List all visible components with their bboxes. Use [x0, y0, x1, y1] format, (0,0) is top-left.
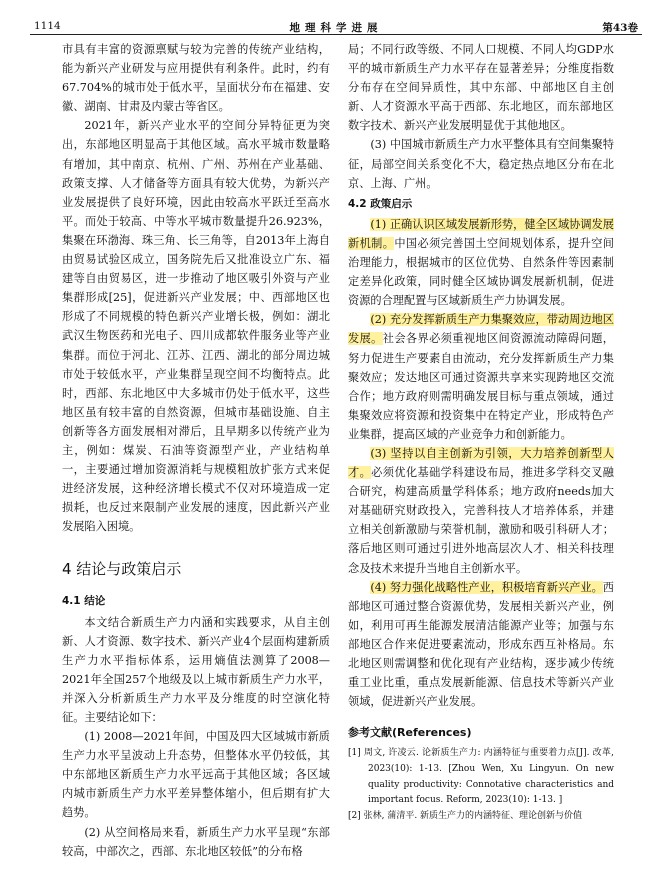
paragraph-text: 西部地区可通过整合资源优势，发展相关新兴产业，例如，利用可再生能源发展清洁能源产业等；加强与东部地区合作来促进要素流动，形成东西互补格局。东北地区则需调整和优化现有产业结构，逐步减少传统重工业比重，重点发展新能源、信息技术等新兴产业领域，促进新兴产业发展。: [348, 580, 614, 709]
section-title: 4 结论与政策启示: [62, 560, 182, 579]
policy-paragraph: [348, 578, 614, 712]
policy-paragraph: [348, 310, 614, 444]
references-title: 参考文献(References): [348, 726, 472, 740]
paragraph: (3) 中国城市新质生产力水平整体具有空间集聚特征，局部空间关系变化不大，稳定热点地区分布在北京、上海、广州。: [348, 138, 614, 190]
paragraph-text: 社会各界必须重视地区间资源流动障碍问题，努力促进生产要素自由流动，充分发挥新质生产力集聚效应；发达地区可通过资源共享来实现跨地区交流合作；地方政府则需明确发展目标与重点领域，通过集聚效应将资源和投资集中在特定产业，形成特色产业集群，提高区域的产业竞争力和创新能力。: [348, 332, 614, 441]
paragraph: (1) 2008—2021年间，中国及四大区域城市新质生产力水平呈波动上升态势，但整体水平仍较低，其中东部地区新质生产力水平远高于其他区域；各区域内城市新质生产力水平差异整体缩小，但后期有扩大趋势。: [62, 730, 330, 820]
highlighted-text: (1) 正确认识区域发展新形势，健全区域协调发展新机制。: [348, 217, 614, 250]
subsection-title: 4.2 政策启示: [348, 197, 413, 210]
volume-label: 第43卷: [602, 22, 638, 34]
paragraph: 市具有丰富的资源禀赋与较为完善的传统产业结构，能为新兴产业研发与应用提供有利条件。此时，约有67.704%的城市处于低水平，呈面状分布在福建、安徽、湖南、甘肃及内蒙古等省区。: [62, 43, 330, 114]
reference-item: [2] 张林, 蒲清平. 新质生产力的内涵特征、理论创新与价值: [348, 810, 583, 821]
paragraph: (2) 从空间格局来看，新质生产力水平呈现“东部较高，中部次之，西部、东北地区较低”的分布格: [62, 825, 330, 858]
policy-paragraph: [348, 215, 614, 310]
reference-item: [1] 周文, 许凌云. 论新质生产力: 内涵特征与重要着力点[J]. 改革, 2023(10): 1-13. [Zhou Wen, Xu Lingyun. On new quality productivity: Connotative characteristics and important focus. Reform, 2023(10): 1-13. ]: [348, 748, 614, 806]
highlighted-text: (2) 充分发挥新质生产力集聚效应，带动周边地区发展。: [348, 313, 614, 346]
right-column: [348, 40, 614, 824]
page-number: 1114: [34, 20, 61, 32]
highlighted-text: (4) 努力强化战略性产业，积极培育新兴产业。: [370, 580, 603, 594]
journal-title: 地理科学进展: [289, 22, 383, 34]
running-header: [30, 18, 642, 35]
paragraph: 本文结合新质生产力内涵和实践要求，从自主创新、人才资源、数字技术、新兴产业4个层面构建新质生产力水平指标体系，运用熵值法测算了2008—2021年全国257个地级及以上城市新质生产力水平，并深入分析新质生产力水平及分维度的时空演化特征。主要结论如下：: [62, 615, 330, 724]
left-column: [62, 40, 330, 861]
paragraph: 2021年，新兴产业水平的空间分异特征更为突出，东部地区明显高于其他区域。高水平城市数量略有增加，其中南京、杭州、广州、苏州在产业基础、政策支撑、人才储备等方面具有较大优势，为新兴产业发展提供了良好环境，因此由较高水平跃迁至高水平。而处于较高、中等水平城市数量提升26.923%，集聚在环渤海、珠三角、长三角等，自2013年上海自由贸易试验区成立，国务院先后又批准设立广东、福建等自由贸易区，进一步推动了地区吸引外资与产业集群形成[25]，促进新兴产业发展；中、西部地区也形成了不同规模的特色新兴产业增长极，例如：湖北武汉生物医药和光电子、四川成都软件服务业等产业集群。而位于河北、江苏、江西、湖北的部分周边城市处于较低水平，产业集群呈现空间不均衡特点。此时，西部、东北地区中大多城市仍处于低水平，这些地区虽有较丰富的自然资源，但城市基础设施、自主创新等各方面发展相对滞后，且早期多以传统产业为主，例如：煤炭、石油等资源型产业，产业结构单一，主要通过增加资源消耗与规模粗放扩张方式来促进经济发展，这种经济增长模式不仅对环境造成一定损耗，也反过来限制产业发展的速度，因此新兴产业发展陷入困境。: [62, 119, 330, 534]
paragraph-text: 必须优化基础学科建设布局，推进多学科交叉融合研究，构建高质量学科体系；地方政府needs加大对基础研究财政投入，完善科技人才培养体系，并建立相关创新激励与荣誉机制，激励和吸引科研人才；落后地区则可通过引进外地高层次人才、相关科技理念及技术来提升当地自主创新水平。: [348, 466, 614, 575]
paragraph: 局；不同行政等级、不同人口规模、不同人均GDP水平的城市新质生产力水平存在显著差异；分维度指数分布存在空间异质性，其中东部、中部地区自主创新、人才资源水平高于西部、东北地区，而东部地区数字技术、新兴产业发展明显优于其他地区。: [348, 43, 614, 133]
policy-paragraph: [348, 444, 614, 578]
paragraph-text: 中国必须完善国土空间规划体系，提升空间治理能力，根据城市的区位优势、自然条件等因素制定差异化政策，同时健全区域协调发展新机制，促进资源的合理配置与区域新质生产力协调发展。: [348, 236, 614, 308]
subsection-title: 4.1 结论: [62, 595, 106, 608]
highlighted-text: (3) 坚持以自主创新为引领，大力培养创新型人才。: [348, 446, 614, 480]
